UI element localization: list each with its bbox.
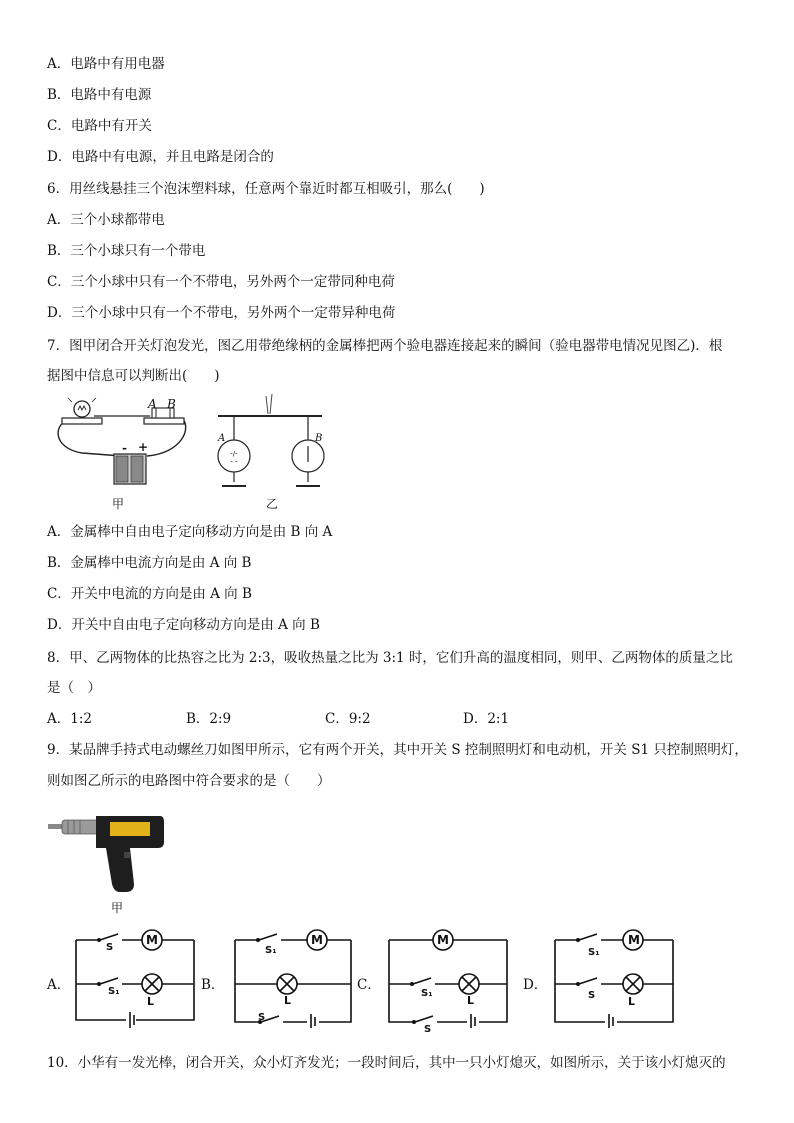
- q7-option-c: C．开关中电流的方向是由 A 向 B: [47, 586, 252, 602]
- q7-option-d: D．开关中自由电子定向移动方向是由 A 向 B: [47, 617, 320, 633]
- q5-option-d: D．电路中有电源，并且电路是闭合的: [47, 149, 274, 165]
- q8-option-a: A．1:2: [47, 711, 92, 727]
- q7-option-a: A．金属棒中自由电子定向移动方向是由 B 向 A: [47, 524, 333, 540]
- q8-stem-line2: 是（ ）: [47, 680, 101, 696]
- q7-stem-line1: 7．图甲闭合开关灯泡发光，图乙用带绝缘柄的金属棒把两个验电器连接起来的瞬间（验电器带电情况见图乙)．根: [47, 338, 723, 354]
- q9-choice-a-label: A．: [47, 977, 71, 993]
- q7-caption-yi: 乙: [266, 497, 279, 511]
- q7-option-b: B．金属棒中电流方向是由 A 向 B: [47, 555, 252, 571]
- q5-option-b: B．电路中有电源: [47, 87, 152, 103]
- circuit-c-motor: M: [437, 933, 449, 947]
- q8-option-b: B．2:9: [186, 711, 232, 727]
- q6-option-d: D．三个小球中只有一个不带电，另外两个一定带异种电荷: [47, 305, 396, 321]
- q9-choice-d-label: D．: [523, 977, 548, 993]
- circuit-d-switch-s: S: [588, 990, 596, 1001]
- q7-stem-line2: 据图中信息可以判断出( ): [47, 368, 220, 384]
- q7-caption-jia: 甲: [112, 497, 125, 511]
- svg-text:-∕-: -∕-: [230, 450, 238, 458]
- q8-option-d: D．2:1: [463, 711, 510, 727]
- q8-option-c: C．9:2: [325, 711, 371, 727]
- q6-option-a: A．三个小球都带电: [47, 212, 165, 228]
- q7-switch-label-b: B: [167, 397, 176, 411]
- q7-figure-yi: [210, 394, 330, 494]
- q9-stem-line1: 9．某品牌手持式电动螺丝刀如图甲所示，它有两个开关，其中开关 S 控制照明灯和电动机，开关 S1 只控制照明灯，: [47, 742, 748, 758]
- circuit-a-switch-s1: S₁: [108, 986, 120, 997]
- screwdriver-photo: [48, 812, 164, 896]
- circuit-d-lamp: L: [628, 995, 636, 1008]
- circuit-a-lamp: L: [147, 995, 155, 1008]
- q9-stem-line2: 则如图乙所示的电路图中符合要求的是（ ）: [47, 773, 331, 789]
- circuit-a-motor: M: [146, 933, 158, 947]
- q6-option-b: B．三个小球只有一个带电: [47, 243, 206, 259]
- circuit-d: [555, 930, 677, 1028]
- q9-choice-b-label: B．: [201, 977, 225, 993]
- circuit-c-lamp: L: [467, 994, 475, 1007]
- q9-photo-caption: 甲: [111, 901, 124, 915]
- circuit-b-switch-s1: S₁: [265, 945, 277, 956]
- circuit-d-motor: M: [628, 933, 640, 947]
- q7-battery-positive: +: [138, 440, 149, 454]
- q5-option-c: C．电路中有开关: [47, 118, 152, 134]
- q8-stem-line1: 8．甲、乙两物体的比热容之比为 2:3，吸收热量之比为 3:1 时，它们升高的温度相同，则甲、乙两物体的质量之比: [47, 650, 733, 666]
- q9-choice-c-label: C．: [357, 977, 381, 993]
- q7-switch-label-a: A: [148, 397, 157, 411]
- circuit-b-lamp: L: [284, 994, 292, 1007]
- circuit-a: [76, 928, 198, 1028]
- circuit-b-motor: M: [311, 933, 323, 947]
- q10-stem-line1: 10．小华有一发光棒，闭合开关，众小灯齐发光；一段时间后，其中一只小灯熄灭，如图所示，关于该小灯熄灭的: [47, 1055, 726, 1071]
- circuit-c: [389, 930, 511, 1028]
- circuit-c-switch-s: S: [424, 1024, 432, 1035]
- q7-electroscope-label-a: A: [218, 433, 226, 444]
- circuit-b-switch-s: S: [258, 1012, 266, 1023]
- circuit-c-switch-s1: S₁: [421, 988, 433, 999]
- circuit-d-switch-s1: S₁: [588, 947, 600, 958]
- q5-option-a: A．电路中有用电器: [47, 56, 165, 72]
- q6-option-c: C．三个小球中只有一个不带电，另外两个一定带同种电荷: [47, 274, 395, 290]
- q7-electroscope-label-b: B: [315, 433, 323, 444]
- q6-stem: 6．用丝线悬挂三个泡沫塑料球，任意两个靠近时都互相吸引，那么( ): [47, 181, 485, 197]
- svg-text:- -: - -: [230, 458, 238, 466]
- q7-battery-negative: -: [122, 441, 127, 455]
- circuit-b: [235, 930, 355, 1028]
- circuit-a-switch-s: S: [106, 942, 114, 953]
